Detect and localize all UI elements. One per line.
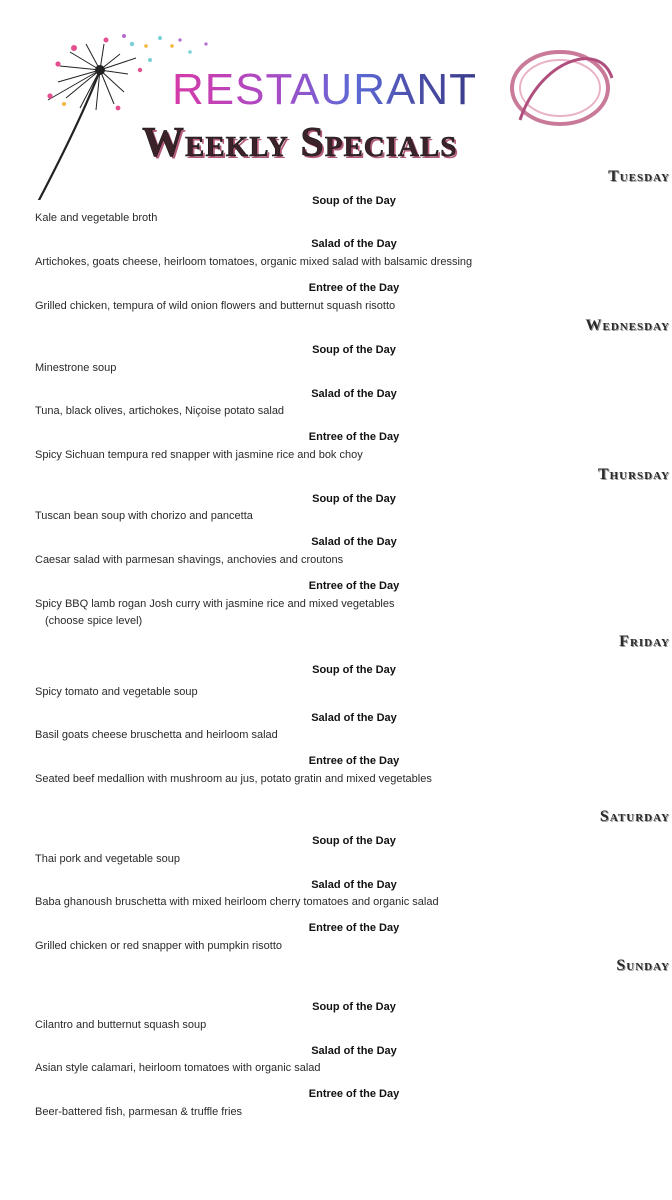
- entree-heading: Entree of the Day: [308, 282, 400, 294]
- salad-heading: Salad of the Day: [311, 1045, 397, 1057]
- salad-heading: Salad of the Day: [311, 238, 397, 250]
- entree-item: Grilled chicken or red snapper with pumpkin risotto: [35, 940, 283, 952]
- soup-heading: Soup of the Day: [312, 344, 396, 356]
- salad-item: Artichokes, goats cheese, heirloom tomatoes, organic mixed salad with balsamic dressing: [35, 256, 473, 268]
- salad-item: Basil goats cheese bruschetta and heirloom salad: [35, 729, 278, 741]
- entree-item: Spicy BBQ lamb rogan Josh curry with jasmine rice and mixed vegetables: [35, 598, 395, 610]
- soup-heading: Soup of the Day: [312, 1001, 396, 1013]
- salad-heading: Salad of the Day: [311, 879, 397, 891]
- day-heading-thursday: Thursday: [597, 466, 670, 483]
- entree-heading: Entree of the Day: [308, 431, 400, 443]
- soup-heading: Soup of the Day: [312, 664, 396, 676]
- salad-heading: Salad of the Day: [311, 388, 397, 400]
- salad-item: Tuna, black olives, artichokes, Niçoise potato salad: [35, 405, 285, 417]
- entree-item: Spicy Sichuan tempura red snapper with jasmine rice and bok choy: [35, 449, 363, 461]
- salad-heading: Salad of the Day: [311, 712, 397, 724]
- weekly-specials-title: Weekly Specials: [142, 120, 458, 166]
- salad-item: Baba ghanoush bruschetta with mixed heirloom cherry tomatoes and organic salad: [35, 896, 439, 908]
- day-heading-tuesday: Tuesday: [608, 168, 670, 185]
- soup-item: Minestrone soup: [35, 362, 117, 374]
- restaurant-title: RESTAURANT: [172, 65, 477, 114]
- day-heading-saturday: Saturday: [599, 808, 670, 825]
- salad-item: Asian style calamari, heirloom tomatoes with organic salad: [35, 1062, 321, 1074]
- entree-heading: Entree of the Day: [308, 922, 400, 934]
- entree-note: (choose spice level): [45, 615, 143, 627]
- menu-header: [0, 0, 672, 200]
- entree-heading: Entree of the Day: [308, 580, 400, 592]
- soup-item: Kale and vegetable broth: [35, 212, 158, 224]
- soup-item: Thai pork and vegetable soup: [35, 853, 180, 865]
- salad-heading: Salad of the Day: [311, 536, 397, 548]
- soup-heading: Soup of the Day: [312, 493, 396, 505]
- day-heading-friday: Friday: [619, 633, 670, 650]
- soup-item: Cilantro and butternut squash soup: [35, 1019, 207, 1031]
- entree-heading: Entree of the Day: [308, 1088, 400, 1100]
- entree-heading: Entree of the Day: [308, 755, 400, 767]
- entree-item: Grilled chicken, tempura of wild onion flowers and butternut squash risotto: [35, 300, 396, 312]
- soup-heading: Soup of the Day: [312, 195, 396, 207]
- soup-item: Tuscan bean soup with chorizo and pancetta: [35, 510, 253, 522]
- soup-heading: Soup of the Day: [312, 835, 396, 847]
- day-heading-wednesday: Wednesday: [585, 317, 670, 334]
- day-heading-sunday: Sunday: [616, 957, 670, 974]
- salad-item: Caesar salad with parmesan shavings, anchovies and croutons: [35, 554, 344, 566]
- soup-item: Spicy tomato and vegetable soup: [35, 686, 198, 698]
- entree-item: Beer-battered fish, parmesan & truffle fries: [35, 1106, 243, 1118]
- entree-item: Seated beef medallion with mushroom au jus, potato gratin and mixed vegetables: [35, 773, 432, 785]
